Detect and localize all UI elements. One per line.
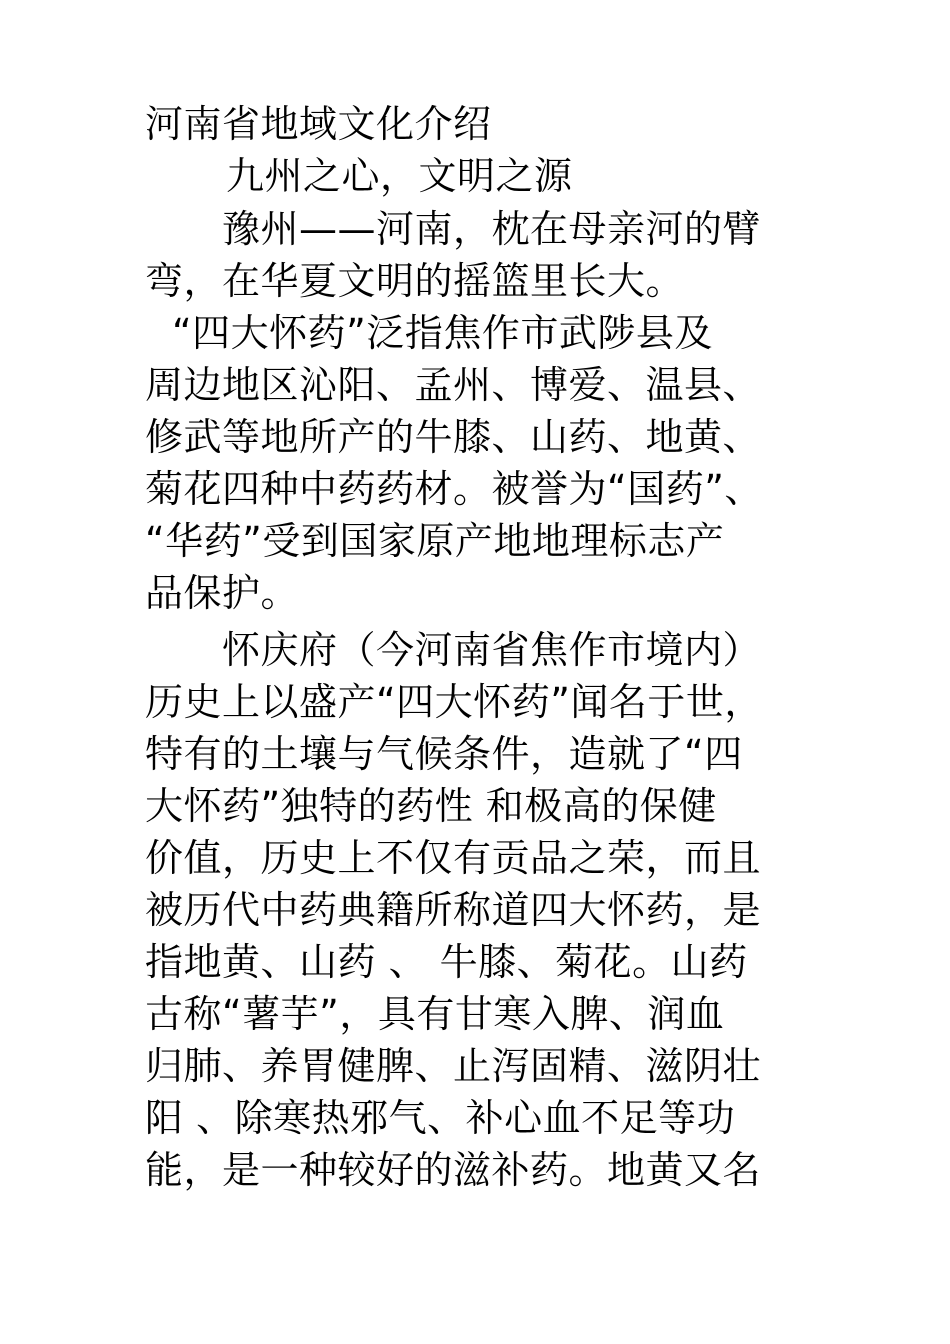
paragraph-3-line-11: 能，是一种较好的滋补药。地黄又名 bbox=[145, 1148, 762, 1192]
paragraph-3-line-2: 历史上以盛产“四大怀药”闻名于世， bbox=[145, 680, 763, 724]
paragraph-2-line-2: 周边地区沁阳、孟州、博爱、温县、 bbox=[145, 363, 762, 407]
paragraph-3-line-8: 古称“薯芋”，具有甘寒入脾、润血 bbox=[145, 992, 725, 1036]
paragraph-3-line-7: 指地黄、山药 、 牛膝、菊花。山药 bbox=[145, 940, 748, 984]
paragraph-1-line-2: 弯，在华夏文明的摇篮里长大。 bbox=[145, 259, 685, 303]
paragraph-3-line-10: 阳 、除寒热邪气、补心血不足等功 bbox=[145, 1096, 736, 1140]
paragraph-2-line-5: “华药”受到国家原产地地理标志产 bbox=[145, 519, 725, 563]
paragraph-2-line-1: “四大怀药”泛指焦作市武陟县及 bbox=[172, 311, 713, 355]
paragraph-3-line-6: 被历代中药典籍所称道四大怀药，是 bbox=[145, 888, 762, 932]
paragraph-3-line-1: 怀庆府（今河南省焦作市境内） bbox=[222, 628, 762, 672]
document-subtitle: 九州之心，文明之源 bbox=[226, 154, 573, 198]
paragraph-3-line-9: 归肺、养胃健脾、止泻固精、滋阴壮 bbox=[145, 1044, 762, 1088]
paragraph-3-line-3: 特有的土壤与气候条件，造就了“四 bbox=[145, 732, 743, 776]
paragraph-3-line-5: 价值，历史上不仅有贡品之荣，而且 bbox=[145, 836, 762, 880]
paragraph-2-line-3: 修武等地所产的牛膝、山药、地黄、 bbox=[145, 415, 762, 459]
paragraph-1-line-1: 豫州——河南，枕在母亲河的臂 bbox=[222, 207, 762, 251]
paragraph-2-line-4: 菊花四种中药药材。被誉为“国药”、 bbox=[145, 467, 763, 511]
paragraph-3-line-4: 大怀药”独特的药性 和极高的保健 bbox=[145, 784, 717, 828]
paragraph-2-line-6: 品保护。 bbox=[145, 571, 300, 615]
document-title: 河南省地域文化介绍 bbox=[145, 102, 492, 146]
